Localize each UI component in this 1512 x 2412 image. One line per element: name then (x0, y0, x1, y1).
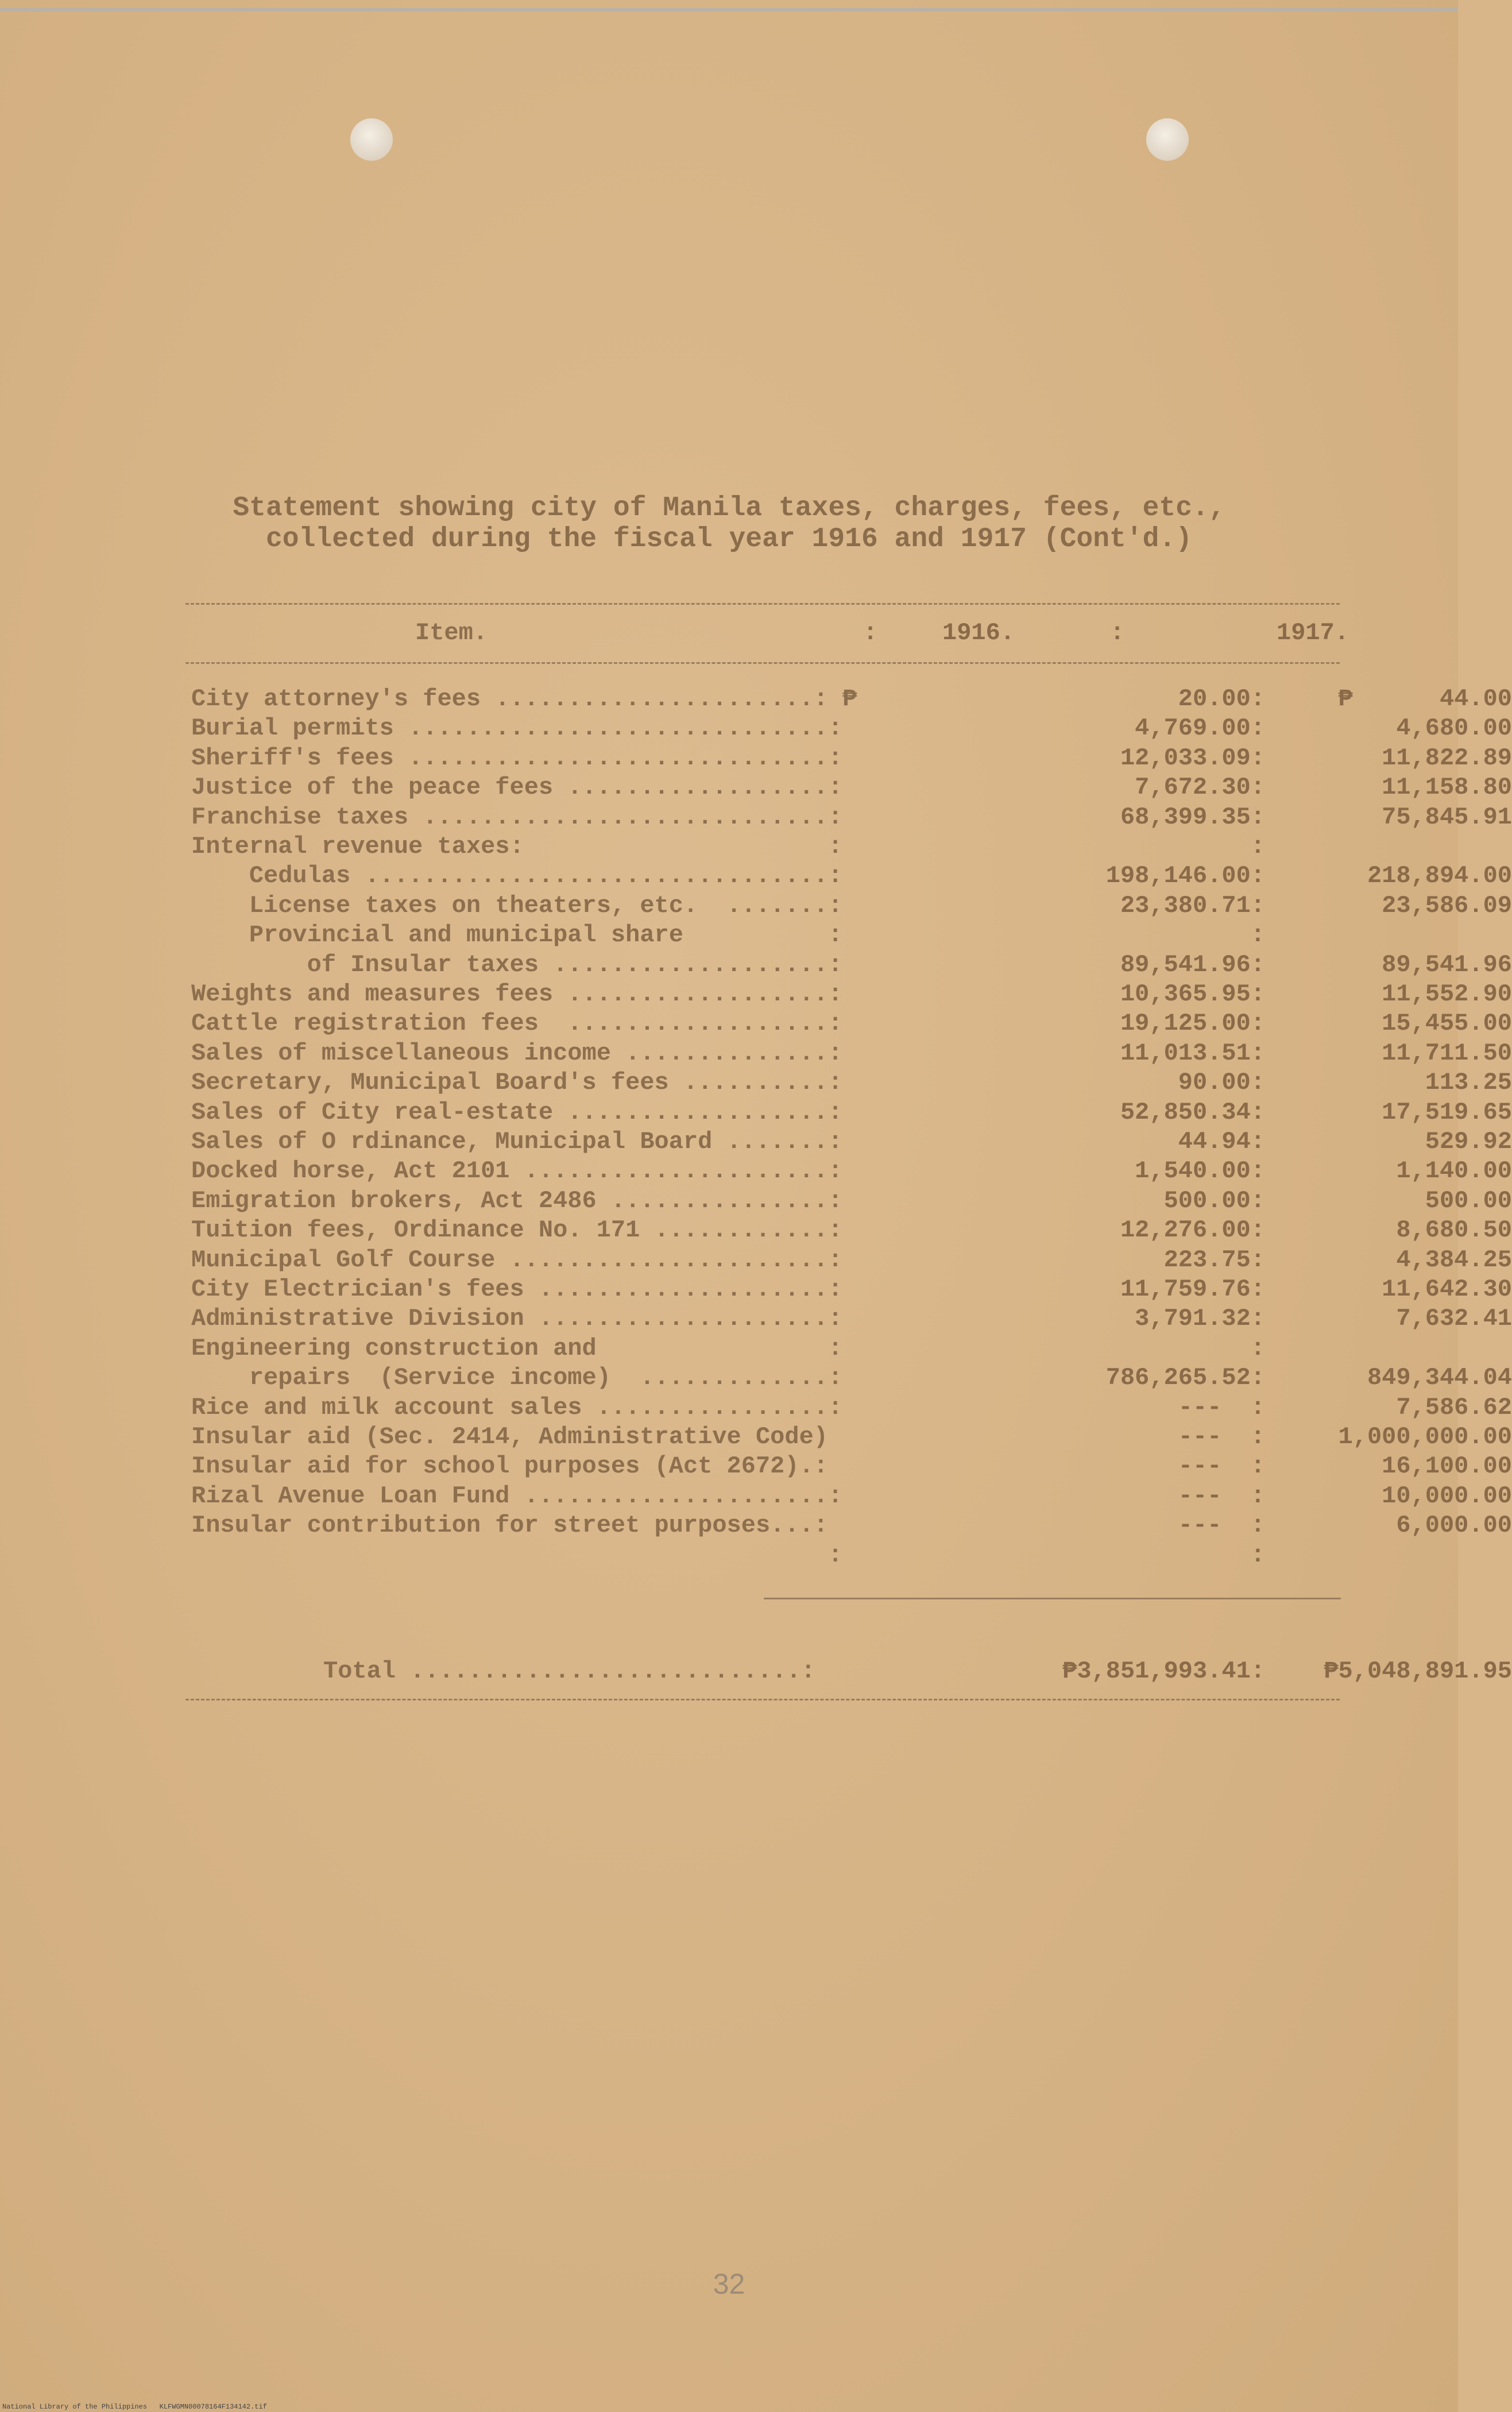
row-item: Insular aid for school purposes (Act 2672).: (191, 1452, 828, 1481)
row-value-1917: 11,642.30 (1382, 1275, 1512, 1303)
table-row (185, 740, 1512, 772)
row-item: of Insular taxes ...................: (191, 950, 843, 979)
row-item: Municipal Golf Course ......................: (191, 1246, 843, 1274)
row-item: Docked horse, Act 2101 .....................: (191, 1157, 843, 1185)
row-item: Sheriff's fees .............................: (191, 744, 843, 772)
row-item: Cattle registration fees ..................: (191, 1010, 843, 1038)
row-value-1917: 10,000.00 (1382, 1482, 1512, 1510)
table-row (185, 1005, 1512, 1038)
row-item: Internal revenue taxes: : (191, 833, 843, 860)
row-value-1917: 6,000.00 (1396, 1512, 1512, 1540)
row-value-1917: 75,845.91 (1382, 803, 1512, 831)
row-value-1916: 20.00: (1178, 685, 1265, 713)
table-row (185, 1271, 1512, 1303)
table-row (185, 799, 1512, 831)
table-row (185, 769, 1512, 802)
row-value-1917: 17,519.65 (1382, 1098, 1512, 1126)
table-row (185, 1300, 1512, 1333)
row-value-1917: 15,455.00 (1382, 1010, 1512, 1038)
archive-footer: National Library of the Philippines KLFWGMN00078164F134142.tif (2, 2403, 267, 2411)
row-value-1916: 12,033.09: (1120, 744, 1265, 772)
row-item: Sales of miscellaneous income ..............: (191, 1039, 843, 1067)
total-1917: ₱5,048,891.95 (1324, 1657, 1512, 1685)
row-value-1916: 11,759.76: (1120, 1275, 1265, 1303)
table-row (185, 1242, 1512, 1274)
row-value-1917: 7,632.41 (1396, 1305, 1512, 1333)
row-value-1916: 223.75: (1163, 1246, 1265, 1274)
row-value-1917: 500.00 (1425, 1186, 1512, 1215)
punch-hole-left (350, 118, 393, 161)
row-item: Engineering construction and : (191, 1334, 843, 1362)
table-row (185, 1478, 1512, 1510)
row-value-1917: 218,894.00 (1367, 862, 1512, 890)
row-item: Provincial and municipal share : (191, 921, 843, 949)
row-item: Sales of City real-estate ..................: (191, 1098, 843, 1126)
page-number: 32 (713, 2268, 745, 2300)
row-value-1916: --- : (1178, 1393, 1265, 1421)
table-row (185, 1212, 1512, 1244)
row-value-1917: 8,680.50 (1396, 1216, 1512, 1244)
table-row (185, 828, 1340, 859)
row-item: : (191, 1541, 843, 1569)
row-value-1917: 23,586.09 (1382, 891, 1512, 919)
row-value-1916: 12,276.00: (1120, 1216, 1265, 1244)
row-item: repairs (Service income) .............: (191, 1364, 843, 1392)
row-value-1916: : (1250, 1541, 1265, 1569)
table-row (185, 1035, 1512, 1067)
row-value-1917: 1,140.00 (1396, 1157, 1512, 1185)
table-row (185, 681, 1512, 713)
table-top-rule (185, 603, 1340, 605)
table-row (185, 1153, 1512, 1185)
row-value-1916: 4,769.00: (1135, 714, 1265, 743)
header-item: Item. (415, 619, 488, 647)
table-row (185, 1418, 1512, 1451)
subtotal-underline (764, 1598, 1341, 1599)
row-value-1916: 198,146.00: (1105, 862, 1265, 890)
row-value-1916: 7,672.30: (1135, 774, 1265, 802)
row-value-1917: 11,822.89 (1382, 744, 1512, 772)
row-value-1916: 23,380.71: (1120, 891, 1265, 919)
table-row (185, 887, 1512, 919)
row-value-1916: 52,850.34: (1120, 1098, 1265, 1126)
row-value-1916: 500.00: (1163, 1186, 1265, 1215)
table-row (185, 710, 1512, 743)
row-value-1917: 11,552.90 (1382, 980, 1512, 1008)
row-value-1917: 4,680.00 (1396, 714, 1512, 743)
row-item: City Electrician's fees ....................: (191, 1275, 843, 1303)
table-row (185, 1123, 1512, 1155)
row-value-1917: 11,158.80 (1382, 774, 1512, 802)
total-1916: ₱3,851,993.41: (1062, 1657, 1265, 1685)
row-item: Insular aid (Sec. 2414, Administrative Code) (191, 1423, 828, 1451)
scan-edge (0, 8, 1458, 11)
table-row (185, 1389, 1512, 1421)
table-row (185, 917, 1340, 948)
row-value-1916: 10,365.95: (1120, 980, 1265, 1008)
table-row (185, 1330, 1340, 1361)
row-value-1916: --- : (1178, 1452, 1265, 1481)
row-item: City attorney's fees ......................: ₱ (191, 685, 857, 713)
table-row (185, 1537, 1340, 1568)
row-value-1916: 11,013.51: (1120, 1039, 1265, 1067)
row-value-1917: 529.92 (1425, 1128, 1512, 1155)
table-row (185, 857, 1512, 890)
row-value-1917: 113.25 (1425, 1069, 1512, 1097)
row-item: Emigration brokers, Act 2486 ...............: (191, 1186, 843, 1215)
table-row (185, 1064, 1512, 1097)
row-value-1917: 4,384.25 (1396, 1246, 1512, 1274)
table-row (185, 1094, 1512, 1126)
table-row (185, 1182, 1512, 1215)
row-value-1916: 19,125.00: (1120, 1010, 1265, 1038)
row-value-1916: --- : (1178, 1482, 1265, 1510)
row-item: Justice of the peace fees ..................: (191, 774, 843, 802)
row-item: Tuition fees, Ordinance No. 171 ............: (191, 1216, 843, 1244)
table-bottom-rule (185, 1699, 1340, 1700)
row-item: Weights and measures fees ..................: (191, 980, 843, 1008)
row-value-1916: --- : (1178, 1512, 1265, 1540)
header-separator: : (863, 619, 878, 647)
table-row (185, 1448, 1512, 1481)
table-row (185, 1507, 1512, 1540)
title-line-1: Statement showing city of Manila taxes, charges, fees, etc., (233, 493, 1225, 524)
total-label: Total ...........................: (323, 1657, 815, 1685)
row-item: Cedulas ................................: (191, 862, 843, 890)
row-value-1916: 1,540.00: (1135, 1157, 1265, 1185)
row-item: Burial permits .............................: (191, 714, 843, 743)
table-row (185, 1359, 1512, 1392)
table-row (185, 946, 1512, 979)
row-item: Insular contribution for street purposes...: (191, 1512, 828, 1540)
row-item: Franchise taxes ............................: (191, 803, 843, 831)
punch-hole-right (1146, 118, 1189, 161)
row-value-1917: ₱ 44.00 (1338, 685, 1512, 713)
row-value-1916: --- : (1178, 1423, 1265, 1451)
row-value-1916: 786,265.52: (1105, 1364, 1265, 1392)
table-header-row (185, 614, 1349, 647)
row-value-1916: 3,791.32: (1135, 1305, 1265, 1333)
title-line-2: collected during the fiscal year 1916 and 1917 (Cont'd.) (265, 524, 1193, 555)
row-value-1917: 16,100.00 (1382, 1452, 1512, 1481)
row-item: Administrative Division ....................: (191, 1305, 843, 1333)
table-header-rule (185, 662, 1340, 664)
row-value-1916: 44.94: (1178, 1128, 1265, 1155)
row-value-1916: 89,541.96: (1120, 950, 1265, 979)
row-value-1917: 11,711.50 (1382, 1039, 1512, 1067)
row-value-1916: 90.00: (1178, 1069, 1265, 1097)
row-value-1917: 849,344.04 (1367, 1364, 1512, 1392)
total-row (185, 1653, 1512, 1685)
row-item: Sales of O rdinance, Municipal Board .......: (191, 1128, 843, 1155)
header-separator: : (1110, 619, 1125, 647)
header-1916: 1916. (942, 619, 1015, 647)
row-value-1916: : (1250, 1334, 1265, 1362)
row-value-1917: 7,586.62 (1396, 1393, 1512, 1421)
row-value-1917: 89,541.96 (1382, 950, 1512, 979)
row-item: Rizal Avenue Loan Fund .....................: (191, 1482, 843, 1510)
row-value-1917: 1,000,000.00 (1338, 1423, 1512, 1451)
row-item: Secretary, Municipal Board's fees ..........: (191, 1069, 843, 1097)
row-value-1916: : (1250, 833, 1265, 860)
row-value-1916: 68,399.35: (1120, 803, 1265, 831)
table-row (185, 976, 1512, 1008)
header-1917: 1917. (1277, 619, 1349, 647)
row-value-1916: : (1250, 921, 1265, 949)
row-item: License taxes on theaters, etc. .......: (191, 891, 843, 919)
row-item: Rice and milk account sales ................: (191, 1393, 843, 1421)
